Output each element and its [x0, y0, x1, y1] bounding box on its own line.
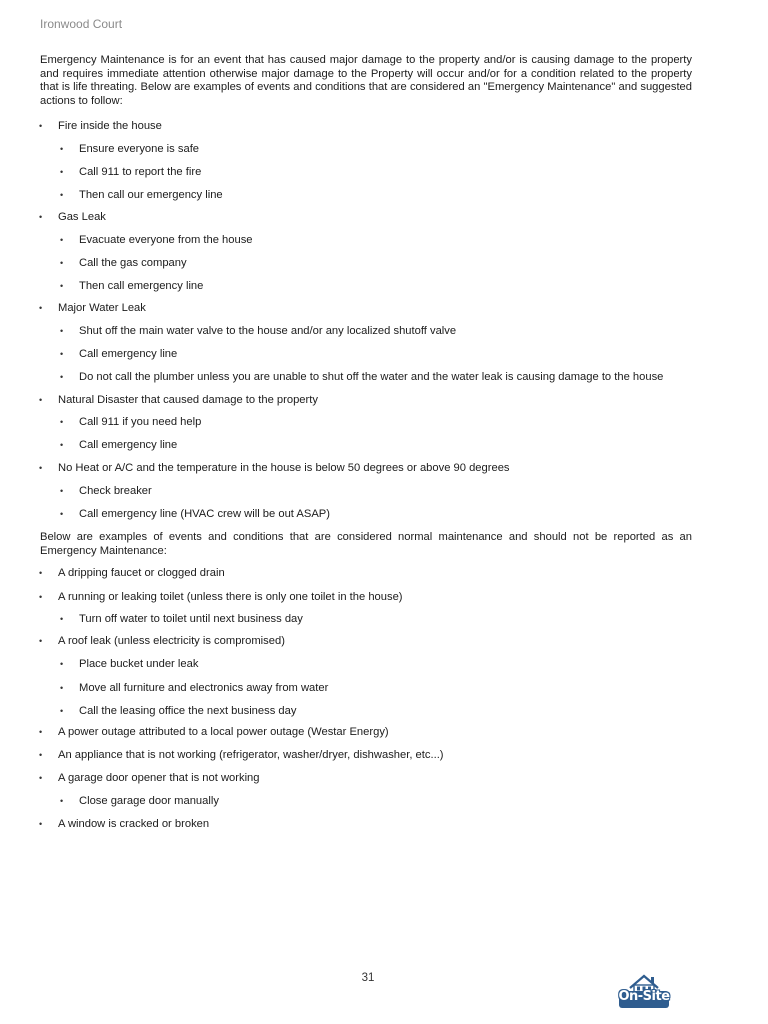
- list-item: • A window is cracked or broken: [39, 818, 210, 830]
- list-item: • A dripping faucet or clogged drain: [39, 567, 225, 579]
- list-subitem: • Place bucket under leak: [60, 658, 199, 670]
- list-subitem: • Ensure everyone is safe: [60, 143, 200, 155]
- list-subitem: • Then call our emergency line: [60, 189, 223, 201]
- list-subitem: • Call emergency line: [60, 348, 178, 360]
- list-item: • A garage door opener that is not working: [39, 772, 260, 784]
- list-subitem: • Call the gas company: [60, 257, 187, 269]
- list-subitem: • Call emergency line: [60, 439, 178, 451]
- page-header: Ironwood Court: [40, 17, 123, 31]
- list-item: • Fire inside the house: [39, 120, 162, 132]
- list-item: • A power outage attributed to a local power outage (Westar Energy): [39, 726, 389, 738]
- list-subitem: • Then call emergency line: [60, 280, 204, 292]
- list-subitem: • Shut off the main water valve to the house and/or any localized shutoff valve: [60, 325, 457, 337]
- page-number: 31: [361, 972, 375, 984]
- list-item: • Gas Leak: [39, 211, 106, 223]
- list-item: • Natural Disaster that caused damage to the property: [39, 394, 318, 406]
- list-item: • An appliance that is not working (refrigerator, washer/dryer, dishwasher, etc...): [39, 749, 444, 761]
- list-item: • Major Water Leak: [39, 302, 146, 314]
- list-subitem: • Close garage door manually: [60, 795, 219, 807]
- list-item: • A roof leak (unless electricity is compromised): [39, 635, 285, 647]
- list-subitem: • Call 911 if you need help: [60, 416, 202, 428]
- intro-paragraph: Emergency Maintenance is for an event that has caused major damage to the property and/or is causing damage to the property and requires immediate attention otherwise major damage to the Property will occur and/or for a condition related to the property that is life threating. Below are examples of events and conditions that are considered an "Emergency Maintenance" and suggested actions to follow:: [40, 54, 692, 107]
- list-subitem: • Turn off water to toilet until next business day: [60, 613, 303, 625]
- list-item: • A running or leaking toilet (unless there is only one toilet in the house): [39, 591, 403, 603]
- list-subitem: • Move all furniture and electronics away from water: [60, 682, 329, 694]
- logo-text: On-Site: [618, 989, 670, 1004]
- list-subitem: • Call emergency line (HVAC crew will be out ASAP): [60, 508, 330, 520]
- on-site-logo: [616, 970, 672, 1010]
- list-subitem: • Call the leasing office the next business day: [60, 705, 297, 717]
- list-subitem: • Call 911 to report the fire: [60, 166, 202, 178]
- list-subitem: • Check breaker: [60, 485, 152, 497]
- list-item: • No Heat or A/C and the temperature in the house is below 50 degrees or above 90 degrees: [39, 462, 510, 474]
- list-subitem: • Do not call the plumber unless you are unable to shut off the water and the water leak is causing damage to the house: [60, 371, 664, 383]
- normal-maintenance-paragraph: Below are examples of events and conditions that are considered normal maintenance and should not be reported as an Emergency Maintenance:: [40, 531, 692, 557]
- list-subitem: • Evacuate everyone from the house: [60, 234, 253, 246]
